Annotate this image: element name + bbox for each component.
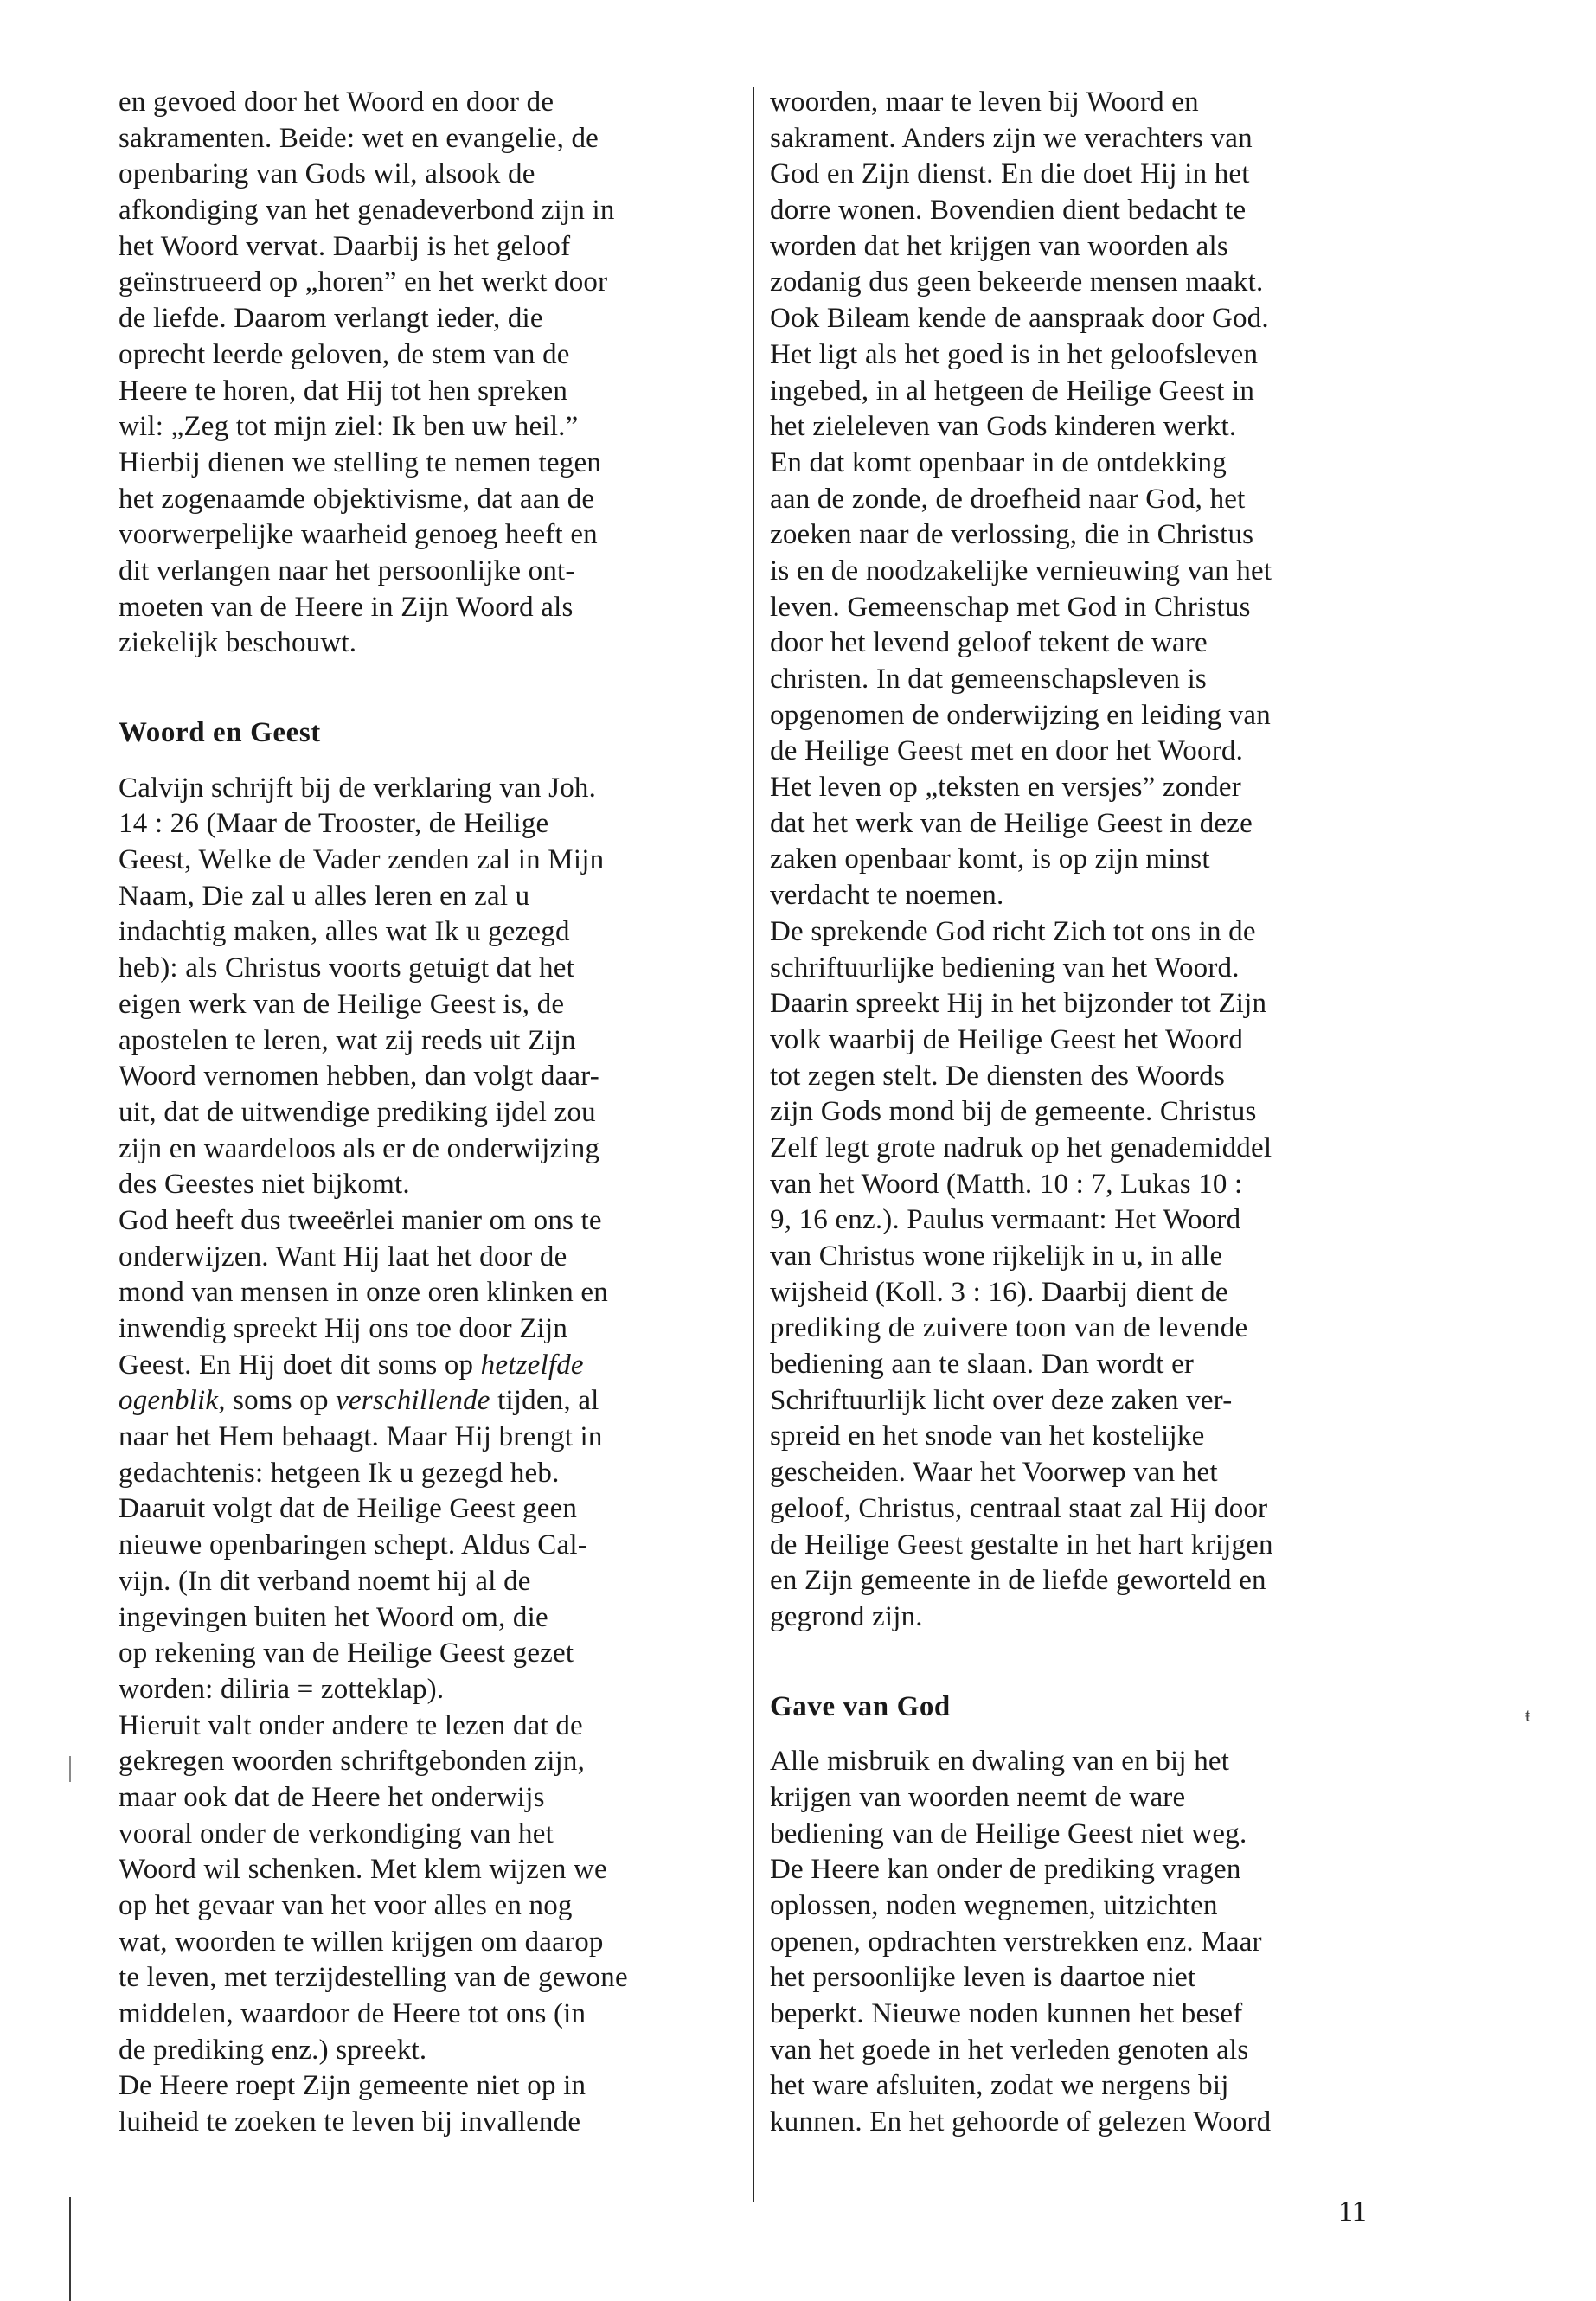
text-line: Schriftuurlijk licht over deze zaken ver-: [770, 1384, 1233, 1416]
text-line: gegrond zijn.: [770, 1600, 923, 1632]
text-line: Daaruit volgt dat de Heilige Geest geen: [119, 1493, 578, 1525]
text-line: Hierbij dienen we stelling te nemen tegen: [119, 446, 602, 478]
italic-run: ogenblik,: [119, 1385, 226, 1417]
text-line: God en Zijn dienst. En die doet Hij in het: [770, 158, 1250, 190]
text-line: De Heere kan onder de prediking vragen: [770, 1854, 1241, 1886]
text-line: wil: „Zeg tot mijn ziel: Ik ben uw heil.”: [119, 411, 579, 443]
text-line: 14 : 26 (Maar de Trooster, de Heilige: [119, 808, 549, 840]
text-line: wat, woorden te willen krijgen om daarop: [119, 1926, 604, 1958]
italic-run: verschillende: [336, 1385, 490, 1417]
italic-run: hetzelfde: [480, 1349, 584, 1381]
section-gap: [770, 1725, 1401, 1744]
text-line: moeten van de Heere in Zijn Woord als: [119, 591, 574, 623]
text-line: zijn en waardeloos als er de onderwijzing: [119, 1132, 600, 1164]
text-line: Zelf legt grote nadruk op het genademiddel: [770, 1131, 1272, 1163]
text-line: de Heilige Geest gestalte in het hart krijgen: [770, 1529, 1273, 1561]
text-line: openen, opdrachten verstrekken enz. Maar: [770, 1926, 1262, 1958]
column-divider: [753, 87, 754, 2202]
text-line: van het Woord (Matth. 10 : 7, Lukas 10 :: [770, 1168, 1243, 1200]
text-line: luiheid te zoeken te leven bij invallende: [119, 2106, 581, 2138]
text-line: Het leven op „teksten en versjes” zonder: [770, 772, 1241, 804]
text-line: het ware afsluiten, zodat we nergens bij: [770, 2070, 1229, 2102]
text-line: vijn. (In dit verband noemt hij al de: [119, 1565, 531, 1597]
text-line: vooral onder de verkondiging van het: [119, 1817, 554, 1849]
text-line: des Geestes niet bijkomt.: [119, 1169, 410, 1201]
text-line: leven. Gemeenschap met God in Christus: [770, 591, 1251, 623]
text-line: sakrament. Anders zijn we verachters van: [770, 122, 1253, 154]
text-line: worden: diliria = zotteklap).: [119, 1673, 445, 1705]
text-line: geloof, Christus, centraal staat zal Hij door: [770, 1492, 1268, 1524]
text-line: kunnen. En het gehoorde of gelezen Woord: [770, 2106, 1272, 2138]
text-line: Alle misbruik en dwaling van en bij het: [770, 1746, 1230, 1778]
text-line: ziekelijk beschouwt.: [119, 627, 357, 659]
text-line: heb): als Christus voorts getuigt dat het: [119, 952, 574, 984]
text-line: en gevoed door het Woord en door de: [119, 87, 554, 118]
text-line: 9, 16 enz.). Paulus vermaant: Het Woord: [770, 1204, 1241, 1236]
text-line: en Zijn gemeente in de liefde geworteld en: [770, 1565, 1266, 1597]
text-run: soms op: [225, 1385, 337, 1417]
text-line: voorwerpelijke waarheid genoeg heeft en: [119, 519, 598, 551]
text-line: Calvijn schrijft bij de verklaring van Joh.: [119, 772, 597, 804]
text-line: beperkt. Nieuwe noden kunnen het besef: [770, 1998, 1243, 2030]
text-line: wijsheid (Koll. 3 : 16). Daarbij dient de: [770, 1276, 1228, 1308]
text-line-emphasis-2: [119, 1383, 750, 1420]
text-line: geïnstrueerd op „horen” en het werkt door: [119, 266, 608, 298]
text-line: Geest, Welke de Vader zenden zal in Mijn: [119, 844, 605, 876]
text-line: indachtig maken, alles wat Ik u gezegd: [119, 916, 570, 948]
text-line: afkondiging van het genadeverbond zijn in: [119, 195, 615, 227]
text-line: middelen, waardoor de Heere tot ons (in: [119, 1998, 586, 2030]
text-line: God heeft dus tweeërlei manier om ons te: [119, 1204, 602, 1236]
left-paragraph-block-2a: [119, 771, 750, 1348]
text-line: door het levend geloof tekent de ware: [770, 627, 1208, 659]
text-line: christen. In dat gemeenschapsleven is: [770, 663, 1207, 695]
text-line: ingebed, in al hetgeen de Heilige Geest in: [770, 375, 1255, 407]
text-line: onderwijzen. Want Hij laat het door de: [119, 1240, 567, 1272]
text-line: zijn Gods mond bij de gemeente. Christus: [770, 1096, 1257, 1128]
left-column: [119, 85, 750, 2141]
text-line: het Woord vervat. Daarbij is het geloof: [119, 230, 571, 262]
text-line: van het goede in het verleden genoten als: [770, 2034, 1249, 2066]
text-line: Hieruit valt onder andere te lezen dat de: [119, 1709, 583, 1741]
text-line: oprecht leerde geloven, de stem van de: [119, 338, 570, 370]
text-line: nieuwe openbaringen schept. Aldus Cal-: [119, 1529, 587, 1561]
text-line: sakramenten. Beide: wet en evangelie, de: [119, 122, 599, 154]
text-line: worden dat het krijgen van woorden als: [770, 230, 1228, 262]
margin-binding-line: [69, 2197, 71, 2301]
text-line: inwendig spreekt Hij ons toe door Zijn: [119, 1313, 568, 1344]
text-line: opgenomen de onderwijzing en leiding van: [770, 699, 1271, 731]
text-line: de Heilige Geest met en door het Woord.: [770, 735, 1244, 767]
text-line: Heere te horen, dat Hij tot hen spreken: [119, 375, 568, 407]
margin-mark: [69, 1756, 71, 1782]
text-line: verdacht te noemen.: [770, 880, 1004, 912]
text-line: woorden, maar te leven bij Woord en: [770, 87, 1199, 118]
text-line: bediening aan te slaan. Dan wordt er: [770, 1349, 1195, 1381]
text-line: dat het werk van de Heilige Geest in deze: [770, 807, 1253, 839]
text-line: Daarin spreekt Hij in het bijzonder tot Zijn: [770, 988, 1267, 1020]
text-line: zoeken naar de verlossing, die in Christus: [770, 519, 1254, 551]
stray-mark: ŧ: [1525, 1704, 1531, 1726]
text-line: Naam, Die zal u alles leren en zal u: [119, 880, 530, 912]
text-line: op rekening van de Heilige Geest gezet: [119, 1638, 574, 1670]
section-heading-woord-en-geest: Woord en Geest: [119, 717, 321, 748]
section-gap: [770, 1636, 1401, 1689]
text-run: tijden, al: [490, 1385, 599, 1417]
text-line: de liefde. Daarom verlangt ieder, die: [119, 303, 543, 335]
section-gap: [119, 662, 750, 715]
text-line: naar het Hem behaagt. Maar Hij brengt in: [119, 1421, 603, 1453]
right-paragraph-block-2: [770, 1744, 1401, 2141]
text-line: is en de noodzakelijke vernieuwing van het: [770, 554, 1272, 586]
text-line: mond van mensen in onze oren klinken en: [119, 1277, 608, 1309]
text-line: De sprekende God richt Zich tot ons in de: [770, 915, 1256, 947]
text-line: uit, dat de uitwendige prediking ijdel zou: [119, 1096, 596, 1128]
text-line: te leven, met terzijdestelling van de gewone: [119, 1962, 628, 1994]
text-line: tot zegen stelt. De diensten des Woords: [770, 1060, 1226, 1092]
text-line: bediening van de Heilige Geest niet weg.: [770, 1817, 1247, 1849]
text-line: openbaring van Gods wil, alsook de: [119, 158, 535, 190]
right-paragraph-block: [770, 85, 1401, 1636]
text-line: het persoonlijke leven is daartoe niet: [770, 1962, 1196, 1994]
text-line: gescheiden. Waar het Voorwep van het: [770, 1457, 1218, 1489]
text-line: dit verlangen naar het persoonlijke ont-: [119, 554, 575, 586]
text-line: maar ook dat de Heere het onderwijs: [119, 1781, 545, 1813]
text-line: van Christus wone rijkelijk in u, in alle: [770, 1240, 1223, 1272]
text-line: zodanig dus geen bekeerde mensen maakt.: [770, 266, 1264, 298]
left-paragraph-block: [119, 85, 750, 662]
text-line: schriftuurlijke bediening van het Woord.: [770, 952, 1240, 984]
text-line: Ook Bileam kende de aanspraak door God.: [770, 303, 1269, 335]
text-run: Geest. En Hij doet dit soms op: [119, 1349, 481, 1381]
text-line-emphasis-1: [119, 1348, 750, 1384]
text-line: prediking de zuivere toon van de levende: [770, 1312, 1248, 1344]
section-gap: [119, 752, 750, 771]
text-line: het zieleleven van Gods kinderen werkt.: [770, 411, 1237, 443]
text-line: de prediking enz.) spreekt.: [119, 2034, 427, 2066]
page-number: 11: [1338, 2195, 1367, 2227]
text-line: Woord wil schenken. Met klem wijzen we: [119, 1854, 607, 1886]
text-line: De Heere roept Zijn gemeente niet op in: [119, 2070, 586, 2102]
text-line: ingevingen buiten het Woord om, die: [119, 1601, 548, 1633]
text-line: op het gevaar van het voor alles en nog: [119, 1890, 573, 1921]
text-line: gekregen woorden schriftgebonden zijn,: [119, 1746, 586, 1778]
text-line: Het ligt als het goed is in het geloofsleven: [770, 338, 1259, 370]
left-paragraph-block-2b: [119, 1420, 750, 2141]
text-line: het zogenaamde objektivisme, dat aan de: [119, 483, 595, 515]
text-line: zaken openbaar komt, is op zijn minst: [770, 843, 1210, 875]
text-line: volk waarbij de Heilige Geest het Woord: [770, 1023, 1244, 1055]
text-line: eigen werk van de Heilige Geest is, de: [119, 988, 565, 1020]
text-line: spreid en het snode van het kostelijke: [770, 1420, 1205, 1452]
text-line: En dat komt openbaar in de ontdekking: [770, 446, 1227, 478]
section-heading-gave-van-god: Gave van God: [770, 1690, 951, 1722]
text-line: aan de zonde, de droefheid naar God, het: [770, 483, 1246, 515]
text-line: gedachtenis: hetgeen Ik u gezegd heb.: [119, 1457, 560, 1489]
right-column: [770, 85, 1401, 2141]
text-line: oplossen, noden wegnemen, uitzichten: [770, 1890, 1218, 1921]
text-line: Woord vernomen hebben, dan volgt daar-: [119, 1061, 599, 1093]
text-line: apostelen te leren, wat zij reeds uit Zijn: [119, 1024, 576, 1056]
text-line: krijgen van woorden neemt de ware: [770, 1781, 1186, 1813]
text-line: dorre wonen. Bovendien dient bedacht te: [770, 195, 1247, 227]
